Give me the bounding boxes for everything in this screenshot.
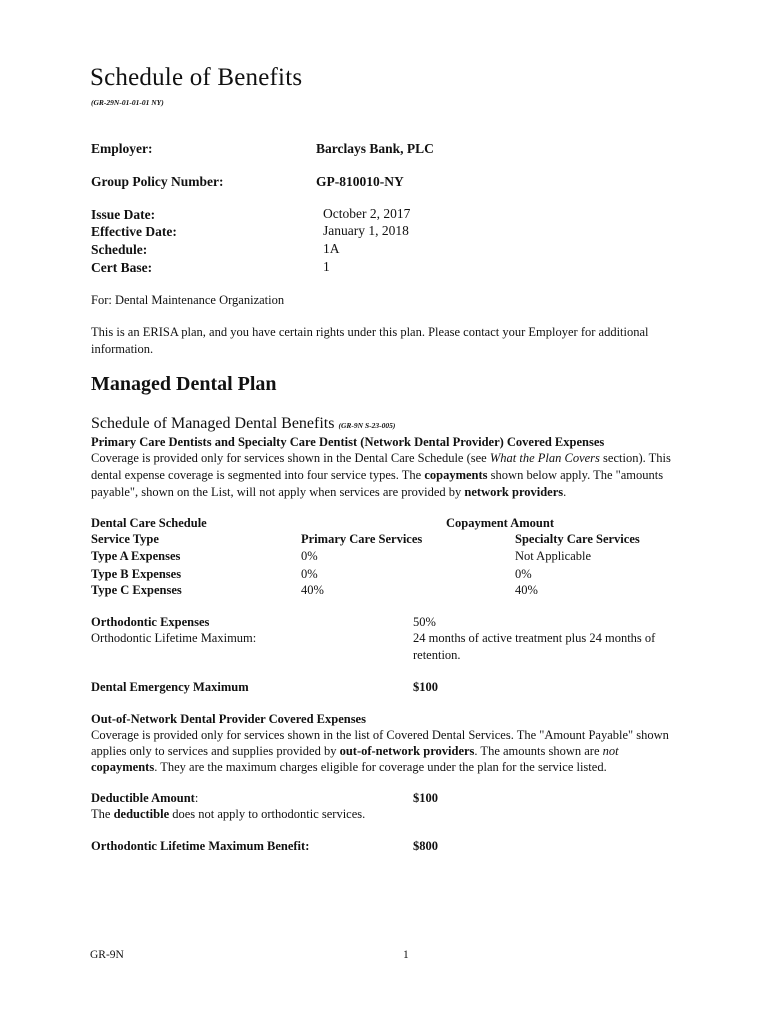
managed-dental-heading: Managed Dental Plan	[91, 373, 277, 395]
form-code: (GR-29N-01-01-01 NY)	[91, 98, 164, 107]
orthodontic-expenses-label: Orthodontic Expenses	[91, 615, 210, 629]
table-row-primary: 40%	[301, 583, 324, 597]
table-row-specialty: 40%	[515, 583, 538, 597]
emergency-maximum-label: Dental Emergency Maximum	[91, 680, 249, 694]
effective-date-label: Effective Date:	[91, 224, 177, 239]
network-text-2a: dental expense coverage is segmented into four service types. The	[91, 468, 425, 482]
ortho-benefit-value: $800	[413, 839, 438, 853]
cert-base-value: 1	[323, 259, 330, 274]
group-policy-label: Group Policy Number:	[91, 174, 224, 189]
network-paragraph-line-3	[91, 484, 566, 502]
deductible-colon: :	[194, 791, 199, 805]
ortho-benefit-label: Orthodontic Lifetime Maximum Benefit:	[91, 839, 310, 853]
footer-page-number: 1	[403, 949, 409, 961]
out-of-network-text-3b: . They are the maximum charges eligible for coverage under the plan for the service listed.	[154, 760, 607, 774]
table-row-primary: 0%	[301, 549, 318, 563]
deductible-label-line	[91, 791, 198, 806]
table-header-specialty: Specialty Care Services	[515, 532, 640, 546]
deductible-label: Deductible Amount	[91, 791, 195, 805]
effective-date-value: January 1, 2018	[323, 223, 409, 238]
network-provider-heading: Primary Care Dentists and Specialty Care Dentist (Network Dental Provider) Covered Expenses	[91, 435, 605, 449]
schedule-managed-heading	[91, 415, 395, 433]
network-text-1b: section). This	[599, 451, 671, 465]
table-header-primary: Primary Care Services	[301, 532, 423, 546]
table-header-copayment: Copayment Amount	[446, 516, 554, 530]
out-of-network-line-2	[91, 743, 619, 761]
orthodontic-lifetime-value-line-1: 24 months of active treatment plus 24 months of	[413, 631, 656, 645]
network-text-3-bold: network providers	[464, 485, 564, 499]
issue-date-label: Issue Date:	[91, 207, 156, 222]
out-of-network-line-1: Coverage is provided only for services shown in the list of Covered Dental Services. The "Amount Payable" shown	[91, 728, 669, 742]
table-row-type: Type C Expenses	[91, 583, 182, 597]
table-header-service-type: Service Type	[91, 532, 159, 546]
schedule-value: 1A	[323, 241, 340, 256]
table-row-type: Type B Expenses	[91, 567, 182, 581]
out-of-network-text-2b: . The amounts shown are	[474, 744, 603, 758]
network-text-3b: .	[563, 485, 567, 499]
table-row-primary: 0%	[301, 567, 318, 581]
out-of-network-heading: Out-of-Network Dental Provider Covered Expenses	[91, 712, 366, 726]
orthodontic-expenses-value: 50%	[413, 615, 436, 629]
deductible-note-b: does not apply to orthodontic services.	[169, 807, 366, 821]
employer-label: Employer:	[91, 141, 153, 156]
emergency-maximum-value: $100	[413, 680, 438, 694]
network-text-3a: payable", shown on the List, will not apply when services are provided by	[91, 485, 465, 499]
schedule-label: Schedule:	[91, 242, 148, 257]
schedule-managed-title: Schedule of Managed Dental Benefits	[91, 415, 335, 432]
out-of-network-text-2-italic: not	[602, 744, 619, 758]
out-of-network-text-3-bold: copayments	[91, 760, 155, 774]
table-row-specialty: Not Applicable	[515, 549, 592, 563]
erisa-line-2: information.	[91, 342, 154, 356]
network-text-1a: Coverage is provided only for services shown in the Dental Care Schedule (see	[91, 451, 490, 465]
table-row-type: Type A Expenses	[91, 549, 181, 563]
table-row-specialty: 0%	[515, 567, 532, 581]
table-header-schedule: Dental Care Schedule	[91, 516, 207, 530]
deductible-note-bold: deductible	[113, 807, 170, 821]
network-text-2-bold: copayments	[424, 468, 488, 482]
group-policy-value: GP-810010-NY	[316, 174, 404, 189]
network-paragraph-line-2	[91, 467, 663, 485]
out-of-network-text-2-bold: out-of-network providers	[339, 744, 475, 758]
network-paragraph-line-1	[91, 450, 671, 468]
cert-base-label: Cert Base:	[91, 260, 153, 275]
page-title: Schedule of Benefits	[90, 64, 303, 91]
employer-value: Barclays Bank, PLC	[316, 141, 434, 156]
out-of-network-line-3	[91, 759, 607, 777]
orthodontic-lifetime-value-line-2: retention.	[413, 648, 461, 662]
deductible-value: $100	[413, 791, 438, 805]
network-text-2b: shown below apply. The "amounts	[487, 468, 664, 482]
deductible-note	[91, 806, 365, 824]
schedule-managed-code: (GR-9N S-23-005)	[338, 421, 396, 430]
footer-form-code: GR-9N	[90, 949, 124, 961]
out-of-network-text-2a: applies only to services and supplies provided by	[91, 744, 340, 758]
erisa-line-1: This is an ERISA plan, and you have certain rights under this plan. Please contact your Employer for additional	[91, 325, 649, 339]
deductible-note-a: The	[91, 807, 114, 821]
network-text-1-italic: What the Plan Covers	[489, 451, 600, 465]
plan-type-line: For: Dental Maintenance Organization	[91, 293, 285, 307]
orthodontic-lifetime-label: Orthodontic Lifetime Maximum:	[91, 631, 257, 645]
issue-date-value: October 2, 2017	[323, 206, 411, 221]
